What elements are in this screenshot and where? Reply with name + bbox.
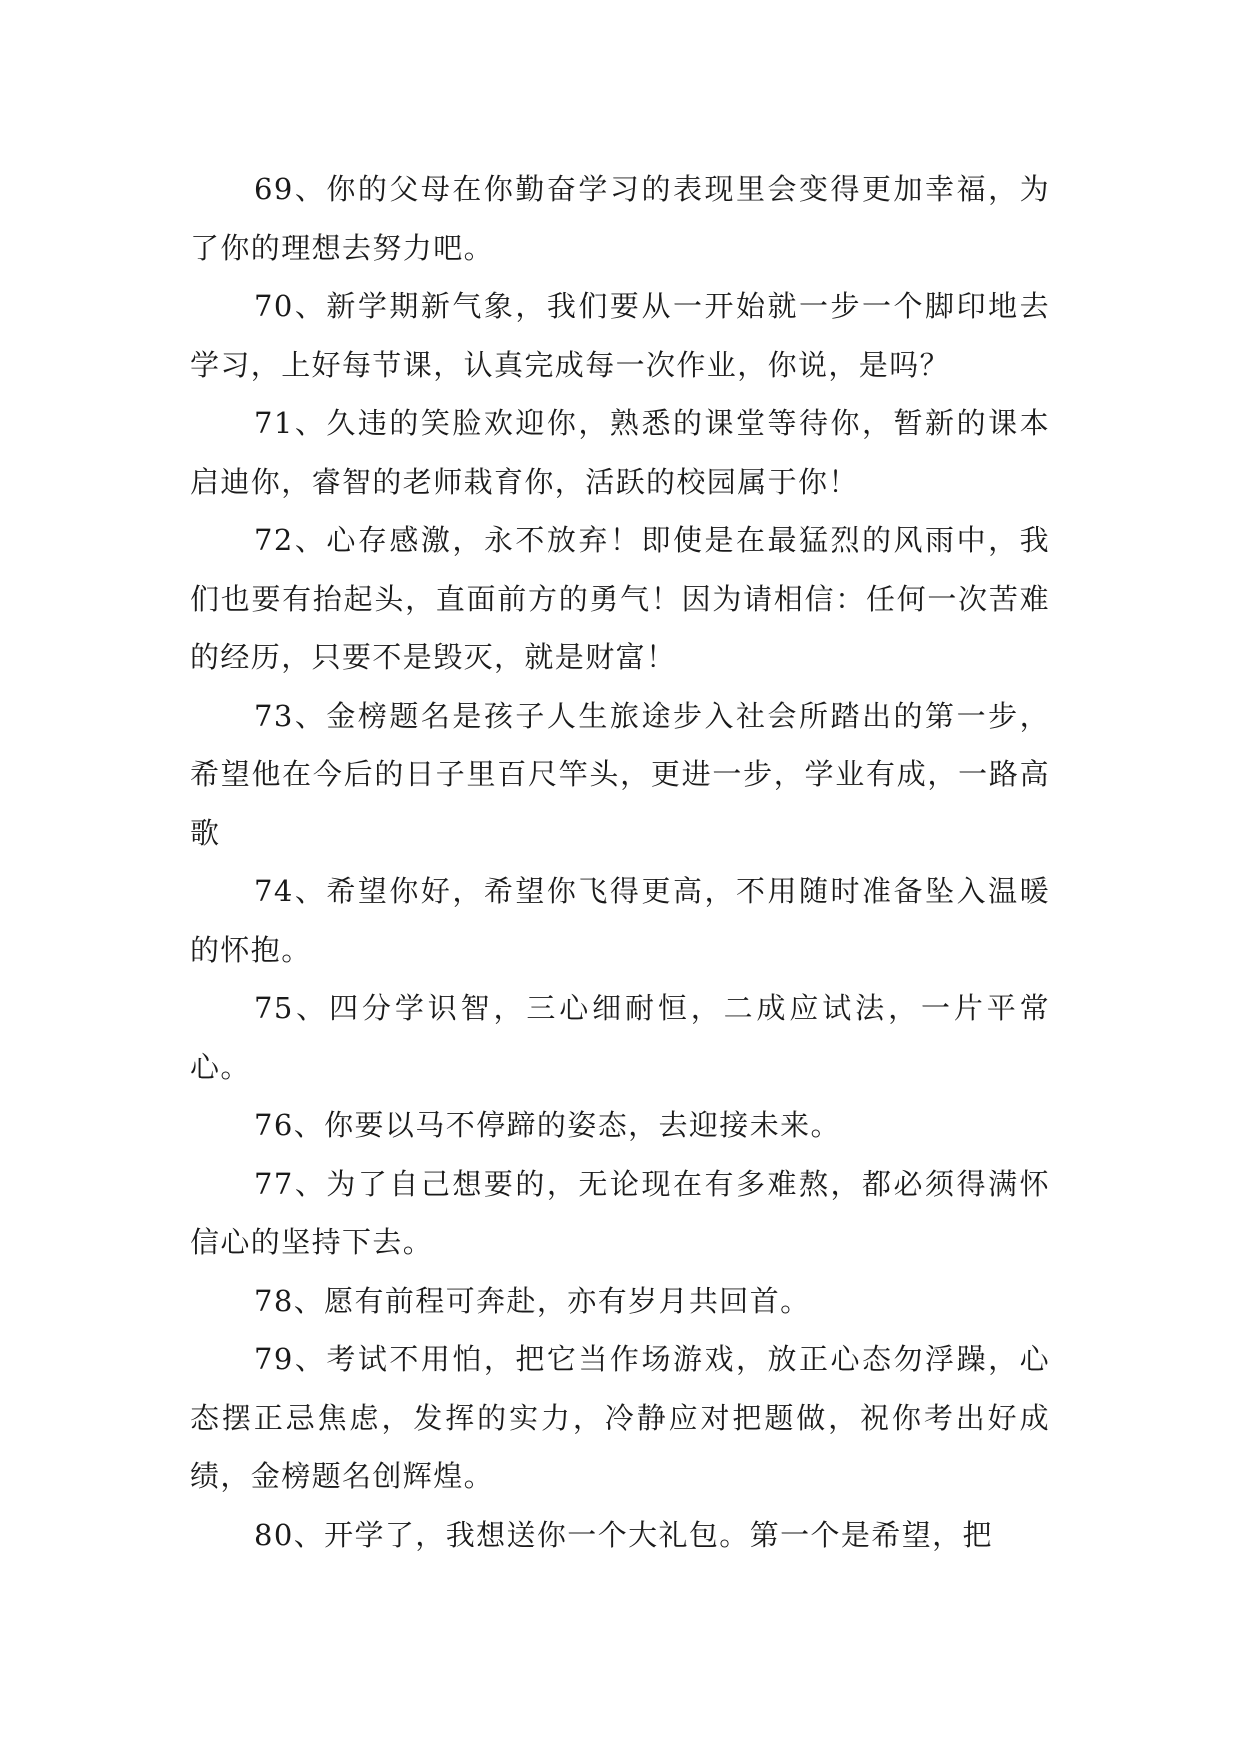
paragraph-79: 79、考试不用怕，把它当作场游戏，放正心态勿浮躁，心态摆正忌焦虑，发挥的实力，冷静应对把题做，祝你考出好成绩，金榜题名创辉煌。 (190, 1342, 1050, 1493)
paragraph-73: 73、金榜题名是孩子人生旅途步入社会所踏出的第一步，希望他在今后的日子里百尺竿头，更进一步，学业有成，一路高歌 (190, 698, 1050, 850)
paragraph-71: 71、久违的笑脸欢迎你，熟悉的课堂等待你，暂新的课本启迪你，睿智的老师栽育你，活跃的校园属于你！ (190, 406, 1050, 499)
paragraph-75: 75、四分学识智，三心细耐恒，二成应试法，一片平常心。 (190, 991, 1050, 1084)
paragraph-69: 69、你的父母在你勤奋学习的表现里会变得更加幸福，为了你的理想去努力吧。 (190, 172, 1050, 265)
paragraph-80: 80、开学了，我想送你一个大礼包。第一个是希望，把 (254, 1517, 993, 1552)
paragraph-72: 72、心存感激，永不放弃！即使是在最猛烈的风雨中，我们也要有抬起头，直面前方的勇气！因为请相信：任何一次苦难的经历，只要不是毁灭，就是财富！ (190, 523, 1050, 674)
document-body (190, 160, 1050, 1564)
paragraph-77: 77、为了自己想要的，无论现在有多难熬，都必须得满怀信心的坚持下去。 (190, 1166, 1050, 1259)
paragraph-76: 76、你要以马不停蹄的姿态，去迎接未来。 (254, 1108, 841, 1142)
paragraph-78: 78、愿有前程可奔赴，亦有岁月共回首。 (254, 1283, 811, 1318)
paragraph-74: 74、希望你好，希望你飞得更高，不用随时准备坠入温暖的怀抱。 (190, 874, 1050, 967)
paragraph-70: 70、新学期新气象，我们要从一开始就一步一个脚印地去学习，上好每节课，认真完成每一次作业，你说，是吗？ (190, 289, 1050, 382)
